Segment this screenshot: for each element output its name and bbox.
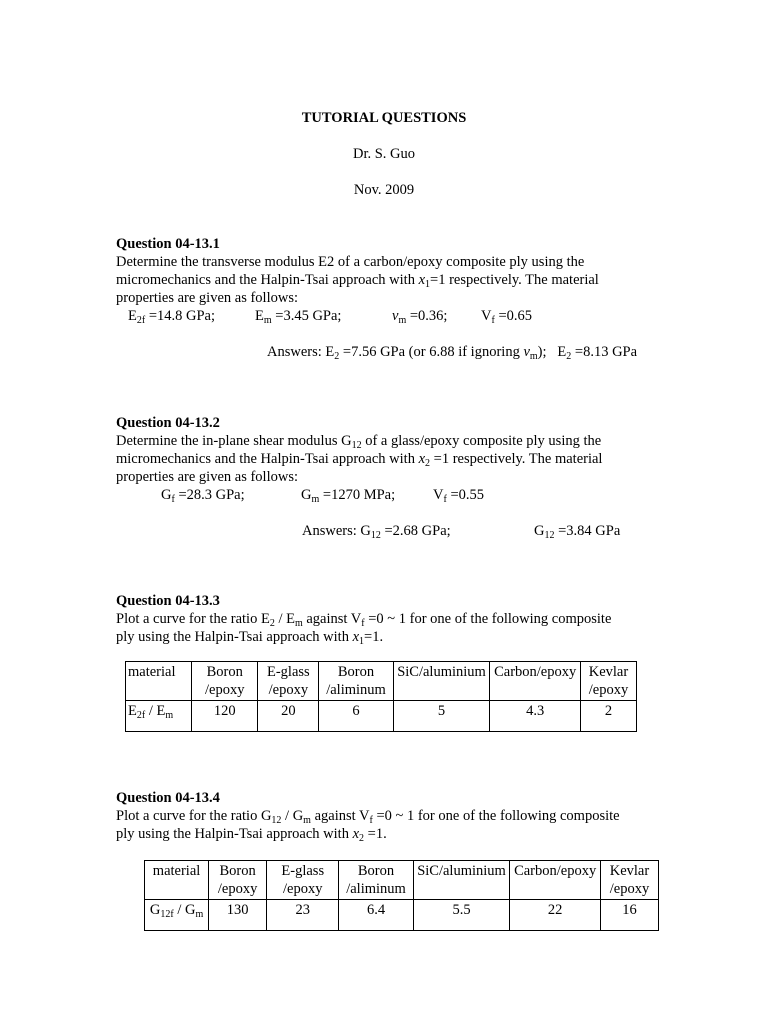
q2-heading: Question 04-13.2 <box>116 415 220 431</box>
table-header-cell: Boron /epoxy <box>209 861 267 900</box>
table-cell: 120 <box>192 701 258 732</box>
q3-table <box>125 661 637 732</box>
q2-answer2: $G_{12} =3.84$ GPa <box>534 523 621 541</box>
table-row-label: $E_{2f} / E_m$ <box>126 701 192 732</box>
q1-text-line2: micromechanics and the Halpin-Tsai approach with $x_1=1$ respectively. The material <box>116 272 599 290</box>
q3-text-line2: ply using the Halpin-Tsai approach with $x_1=1$. <box>116 629 384 647</box>
table-cell: 2 <box>580 701 636 732</box>
q1-prop-e2f: $E_{2f} =14.8$ GPa; <box>128 308 216 326</box>
table-row <box>145 900 659 931</box>
table-header-row <box>145 861 659 900</box>
table-cell: 22 <box>510 900 601 931</box>
table-cell: 20 <box>258 701 319 732</box>
table-header-cell: Boron /aliminum <box>339 861 413 900</box>
table-cell: 6.4 <box>339 900 413 931</box>
table-cell: 130 <box>209 900 267 931</box>
document-title: TUTORIAL QUESTIONS <box>301 110 467 126</box>
table-cell: 16 <box>600 900 658 931</box>
q1-prop-vf: $V_f =0.65$ <box>481 308 533 326</box>
q2-text-line1: Determine the in-plane shear modulus $G_{12}$ of a glass/epoxy composite ply using the <box>116 433 602 451</box>
table-header-cell: SiC/aluminium <box>413 861 510 900</box>
q2-text-line3: properties are given as follows: <box>116 469 299 485</box>
table-header-cell: Kevlar /epoxy <box>580 662 636 701</box>
table-header-row <box>126 662 637 701</box>
q3-heading: Question 04-13.3 <box>116 593 220 609</box>
table-header-cell: E-glass /epoxy <box>267 861 339 900</box>
table-cell: 6 <box>319 701 393 732</box>
q1-text-line1: Determine the transverse modulus E2 of a carbon/epoxy composite ply using the <box>116 254 585 270</box>
q1-heading: Question 04-13.1 <box>116 236 220 252</box>
table-header-cell: SiC/aluminium <box>393 662 490 701</box>
table-cell: 5.5 <box>413 900 510 931</box>
q2-answer1: Answers: $G_{12} =2.68$ GPa; <box>302 523 451 541</box>
author: Dr. S. Guo <box>352 146 416 162</box>
table-header-cell: Kevlar /epoxy <box>600 861 658 900</box>
table-row <box>126 701 637 732</box>
table-header-cell: material <box>126 662 192 701</box>
q4-text-line2: ply using the Halpin-Tsai approach with $x_2 =1$. <box>116 826 387 844</box>
q1-prop-vm: $v_m =0.36$; <box>392 308 448 326</box>
q1-answers: Answers: $E_2 =7.56$ GPa (or 6.88 if ignoring $v_m$); $E_2 =8.13$ GPa <box>267 344 638 362</box>
table-cell: 5 <box>393 701 490 732</box>
table-header-cell: Carbon/epoxy <box>510 861 601 900</box>
q4-table <box>144 860 659 931</box>
table-header-cell: Boron /epoxy <box>192 662 258 701</box>
q2-prop-gm: $G_m =1270$ MPa; <box>301 487 396 505</box>
q1-prop-em: $E_m =3.45$ GPa; <box>255 308 342 326</box>
q3-text-line1: Plot a curve for the ratio $E_2 / E_m$ against $V_f =0$ ~ 1 for one of the following composite <box>116 611 612 629</box>
date: Nov. 2009 <box>353 182 415 198</box>
q4-heading: Question 04-13.4 <box>116 790 220 806</box>
q2-prop-gf: $G_f =28.3$ GPa; <box>161 487 245 505</box>
table-header-cell: material <box>145 861 209 900</box>
table-cell: 4.3 <box>490 701 581 732</box>
table-row-label: $G_{12f} / G_m$ <box>145 900 209 931</box>
q1-text-line3: properties are given as follows: <box>116 290 299 306</box>
q2-text-line2: micromechanics and the Halpin-Tsai approach with $x_2 =1$ respectively. The material <box>116 451 603 469</box>
q4-text-line1: Plot a curve for the ratio $G_{12} / G_m$ against $V_f =0$ ~ 1 for one of the following composite <box>116 808 620 826</box>
table-header-cell: Carbon/epoxy <box>490 662 581 701</box>
table-header-cell: E-glass /epoxy <box>258 662 319 701</box>
table-header-cell: Boron /aliminum <box>319 662 393 701</box>
table-cell: 23 <box>267 900 339 931</box>
q2-prop-vf: $V_f =0.55$ <box>433 487 485 505</box>
